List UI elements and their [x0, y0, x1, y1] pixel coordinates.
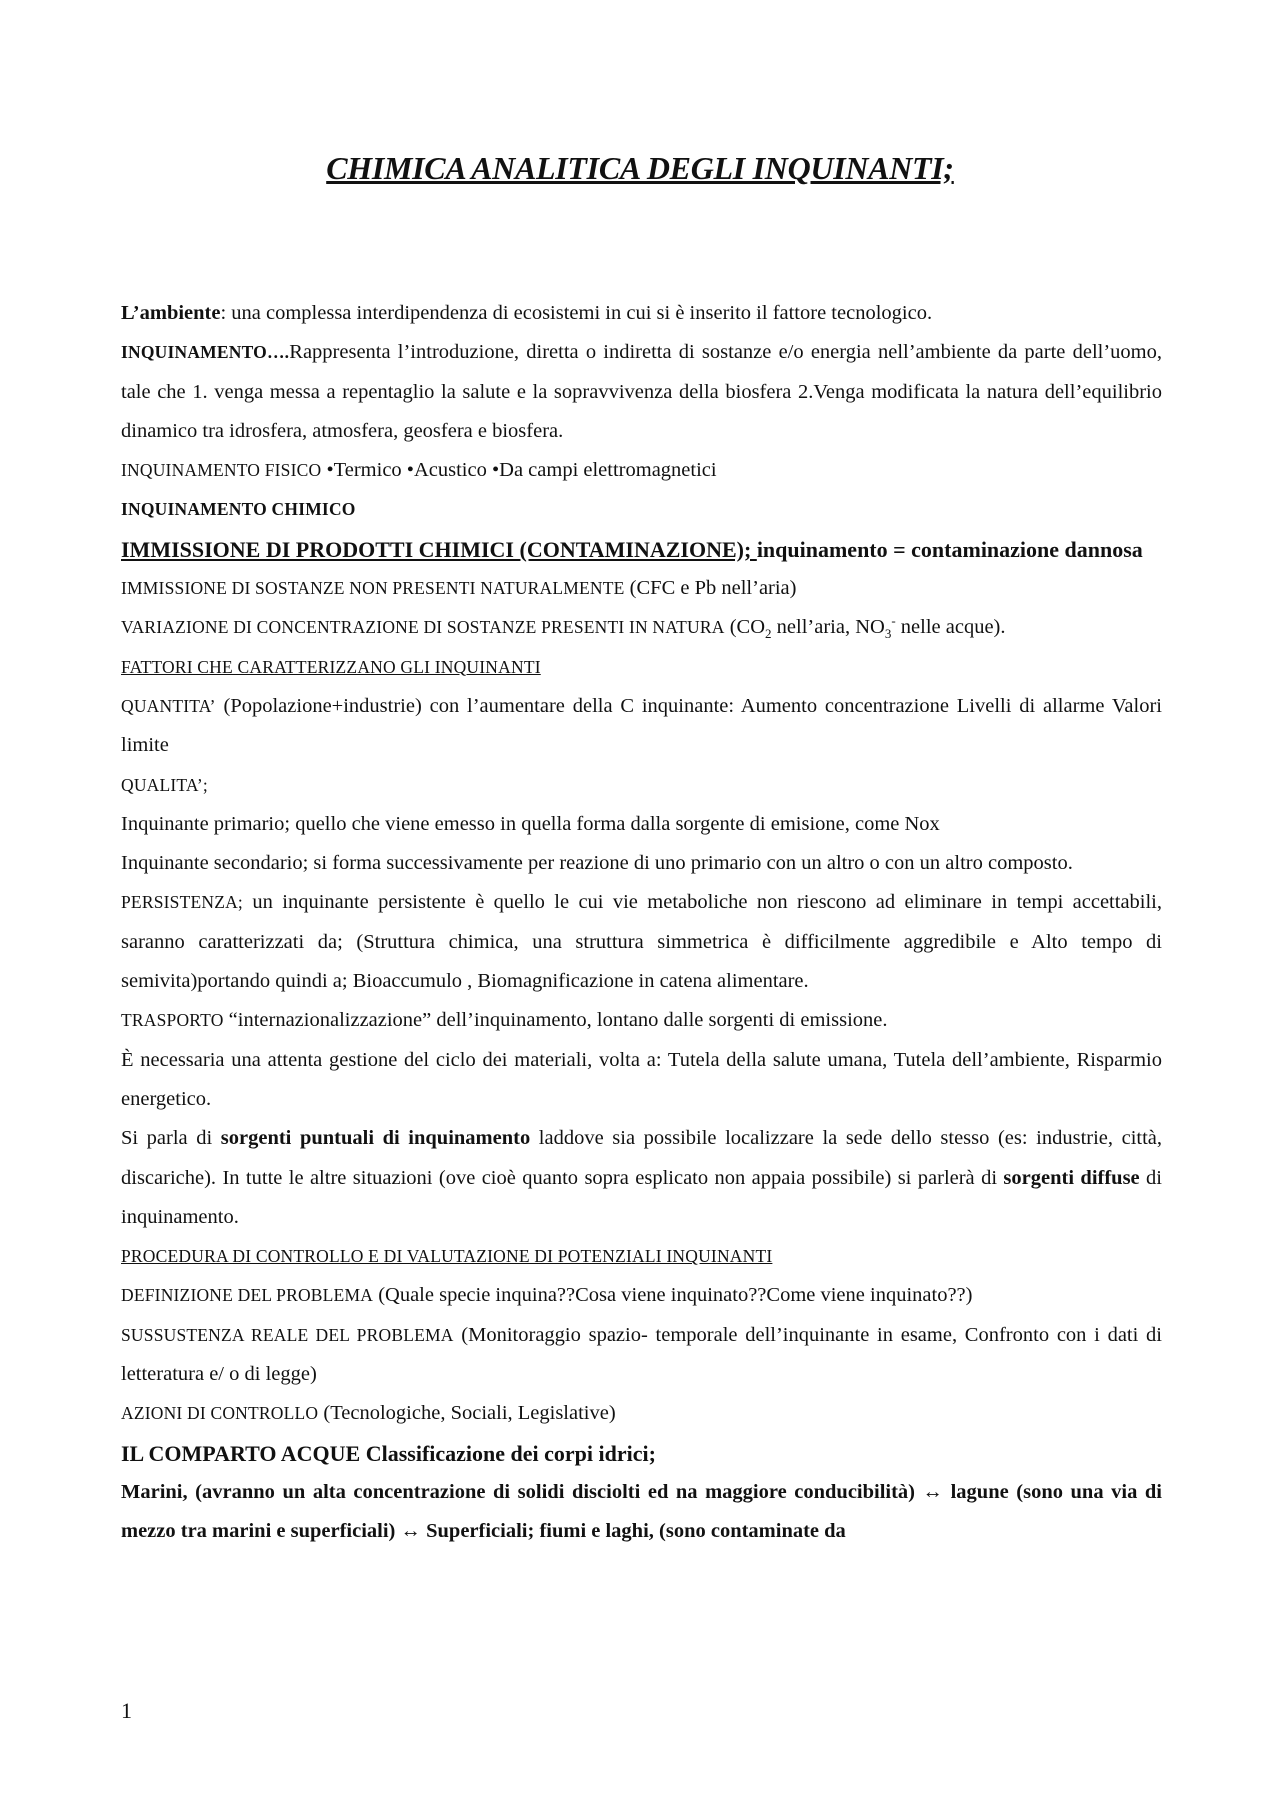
- label: VARIAZIONE DI CONCENTRAZIONE DI SOSTANZE PRESENTI IN NATURA: [121, 617, 725, 638]
- paragraph-inquinante-secondario: [121, 844, 1162, 883]
- text: Rappresenta l’introduzione, diretta o indiretta di sostanze e/o energia nell’ambiente da parte dell’uomo, tale che 1. venga messa a repentaglio la salute e la sopravvivenza della biosfera 2.Venga modificata la natura dell’equilibrio dinamico tra idrosfera, atmosfera, geosfera e biosfera.: [121, 341, 1162, 442]
- paragraph-procedura: [121, 1237, 1162, 1276]
- paragraph-immissione-prodotti: [121, 530, 1162, 569]
- text: di inquinamento.: [121, 1166, 1163, 1228]
- text: IL COMPARTO ACQUE Classificazione dei corpi idrici;: [121, 1440, 656, 1466]
- section-heading: FATTORI CHE CARATTERIZZANO GLI INQUINANTI: [121, 656, 541, 677]
- paragraph-inquinamento-fisico: [121, 451, 1162, 490]
- text: (CFC e Pb nell’aria): [624, 577, 797, 600]
- paragraph-inquinamento: [121, 333, 1162, 451]
- text: •Termico •Acustico •Da campi elettromagnetici: [321, 459, 717, 482]
- paragraph-comparto-acque: [121, 1434, 1162, 1473]
- text: nelle acque).: [895, 616, 1006, 639]
- underlined-heading: IMMISSIONE DI PRODOTTI CHIMICI (CONTAMINAZIONE);: [121, 536, 757, 562]
- text: Inquinante secondario; si forma successivamente per reazione di uno primario con un altro o con un altro composto.: [121, 852, 1073, 875]
- text: (Quale specie inquina??Cosa viene inquinato??Come viene inquinato??): [373, 1284, 973, 1307]
- paragraph-variazione-concentrazione: [121, 608, 1162, 647]
- text: “internazionalizzazione” dell’inquinamento, lontano dalle sorgenti di emissione.: [223, 1009, 888, 1032]
- text: laddove sia possibile localizzare la sede dello stesso (es: industrie, città, discariche). In tutte le altre situazioni (ove cioè quanto sopra esplicato non appaia possibile) si parlerà di: [121, 1127, 1163, 1189]
- text: : una complessa interdipendenza di ecosistemi in cui si è inserito il fattore tecnologico.: [220, 302, 933, 324]
- label: PERSISTENZA;: [121, 892, 243, 913]
- paragraph-ambiente: [121, 294, 1162, 333]
- label: QUALITA’;: [121, 774, 208, 795]
- text: un inquinante persistente è quello le cui vie metaboliche non riescono ad eliminare in tempi accettabili, saranno caratterizzati da; (Struttura chimica, una struttura simmetrica è difficilmente aggredibile e Alto tempo di semivita)portando quindi a; Bioaccumulo , Biomagnificazione in catena alimentare.: [121, 891, 1162, 993]
- text: Si parla di: [121, 1127, 221, 1150]
- term-inquinamento: INQUINAMENTO….: [121, 342, 290, 363]
- paragraph-trasporto: [121, 1001, 1162, 1040]
- paragraph-sostanze-non-presenti: [121, 569, 1162, 608]
- text: Inquinante primario; quello che viene emesso in quella forma dalla sorgente di emisione, come Nox: [121, 812, 940, 835]
- text: nell’aria, NO: [771, 616, 885, 639]
- paragraph-gestione: [121, 1041, 1162, 1120]
- subscript: 3: [884, 626, 892, 642]
- paragraph-inquinamento-chimico: [121, 490, 1162, 529]
- paragraph-persistenza: [121, 883, 1162, 1001]
- paragraph-azioni: [121, 1394, 1162, 1433]
- paragraph-sussistenza: [121, 1316, 1162, 1395]
- paragraph-sorgenti: [121, 1119, 1162, 1237]
- label: TRASPORTO: [121, 1010, 224, 1031]
- paragraph-quantita: [121, 687, 1162, 766]
- text: Marini, (avranno un alta concentrazione di solidi disciolti ed na maggiore conducibilità) ↔ lagune (sono una via di mezzo tra marini e superficiali) ↔ Superficiali; fiumi e laghi, (sono contaminate da: [121, 1480, 1162, 1543]
- paragraph-inquinante-primario: [121, 805, 1162, 844]
- page-title: CHIMICA ANALITICA DEGLI INQUINANTI;: [326, 150, 954, 186]
- label: INQUINAMENTO CHIMICO: [121, 499, 356, 520]
- paragraph-definizione: [121, 1276, 1162, 1315]
- superscript: -: [891, 613, 896, 629]
- term-sorgenti-puntuali: sorgenti puntuali di inquinamento: [220, 1127, 531, 1150]
- paragraph-qualita: [121, 766, 1162, 805]
- text: inquinamento = contaminazione dannosa: [756, 536, 1143, 562]
- label: INQUINAMENTO FISICO: [121, 460, 322, 481]
- term-sorgenti-diffuse: sorgenti diffuse: [1003, 1166, 1140, 1189]
- page-number: 1: [121, 1698, 132, 1723]
- text: (Monitoraggio spazio- temporale dell’inquinante in esame, Confronto con i dati di letteratura e/ o di legge): [121, 1323, 1162, 1386]
- text: (Tecnologiche, Sociali, Legislative): [318, 1402, 616, 1425]
- text: È necessaria una attenta gestione del ciclo dei materiali, volta a: Tutela della salute umana, Tutela dell’ambiente, Risparmio energetico.: [121, 1048, 1162, 1110]
- text: (Popolazione+industrie) con l’aumentare della C inquinante: Aumento concentrazione Livelli di allarme Valori limite: [121, 694, 1162, 757]
- label: QUANTITA’: [121, 695, 216, 716]
- section-heading: PROCEDURA DI CONTROLLO E DI VALUTAZIONE DI POTENZIALI INQUINANTI: [121, 1246, 773, 1267]
- text: (CO: [724, 616, 766, 639]
- subscript: 2: [765, 626, 772, 642]
- label: IMMISSIONE DI SOSTANZE NON PRESENTI NATURALMENTE: [121, 578, 625, 599]
- document-body: [121, 294, 1162, 1552]
- label: AZIONI DI CONTROLLO: [121, 1403, 319, 1424]
- term-ambiente: L’ambiente: [121, 302, 221, 324]
- label: SUSSUSTENZA REALE DEL PROBLEMA: [121, 1324, 454, 1345]
- label: DEFINIZIONE DEL PROBLEMA: [121, 1285, 374, 1306]
- paragraph-marini: [121, 1473, 1162, 1552]
- paragraph-fattori: [121, 648, 1162, 687]
